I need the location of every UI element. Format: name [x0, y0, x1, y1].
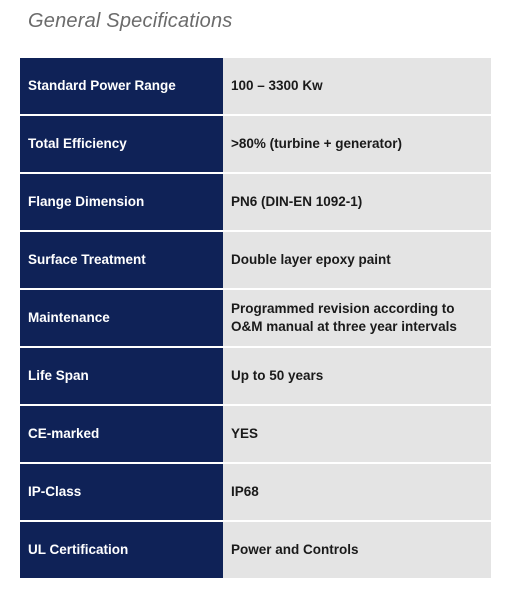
table-row — [20, 115, 491, 173]
table-row — [20, 405, 491, 463]
spec-label-ul-certification: UL Certification — [20, 521, 223, 578]
spec-label-surface-treatment: Surface Treatment — [20, 231, 223, 289]
spec-value-ce-marked: YES — [223, 405, 491, 463]
spec-value-power-range: 100 – 3300 Kw — [223, 58, 491, 115]
table-row — [20, 231, 491, 289]
spec-value-flange-dimension: PN6 (DIN-EN 1092-1) — [223, 173, 491, 231]
spec-label-power-range: Standard Power Range — [20, 58, 223, 115]
spec-value-life-span: Up to 50 years — [223, 347, 491, 405]
spec-value-maintenance: Programmed revision according to O&M manual at three year intervals — [223, 289, 491, 347]
spec-label-ce-marked: CE-marked — [20, 405, 223, 463]
spec-label-life-span: Life Span — [20, 347, 223, 405]
spec-label-flange-dimension: Flange Dimension — [20, 173, 223, 231]
spec-label-total-efficiency: Total Efficiency — [20, 115, 223, 173]
table-row — [20, 521, 491, 578]
spec-value-ip-class: IP68 — [223, 463, 491, 521]
spec-value-ul-certification: Power and Controls — [223, 521, 491, 578]
specifications-table — [20, 58, 491, 578]
spec-label-maintenance: Maintenance — [20, 289, 223, 347]
table-row — [20, 347, 491, 405]
page-title: General Specifications — [28, 10, 233, 32]
table-row — [20, 173, 491, 231]
table-row — [20, 58, 491, 115]
table-row — [20, 463, 491, 521]
spec-value-total-efficiency: >80% (turbine + generator) — [223, 115, 491, 173]
table-row — [20, 289, 491, 347]
spec-value-surface-treatment: Double layer epoxy paint — [223, 231, 491, 289]
spec-label-ip-class: IP-Class — [20, 463, 223, 521]
